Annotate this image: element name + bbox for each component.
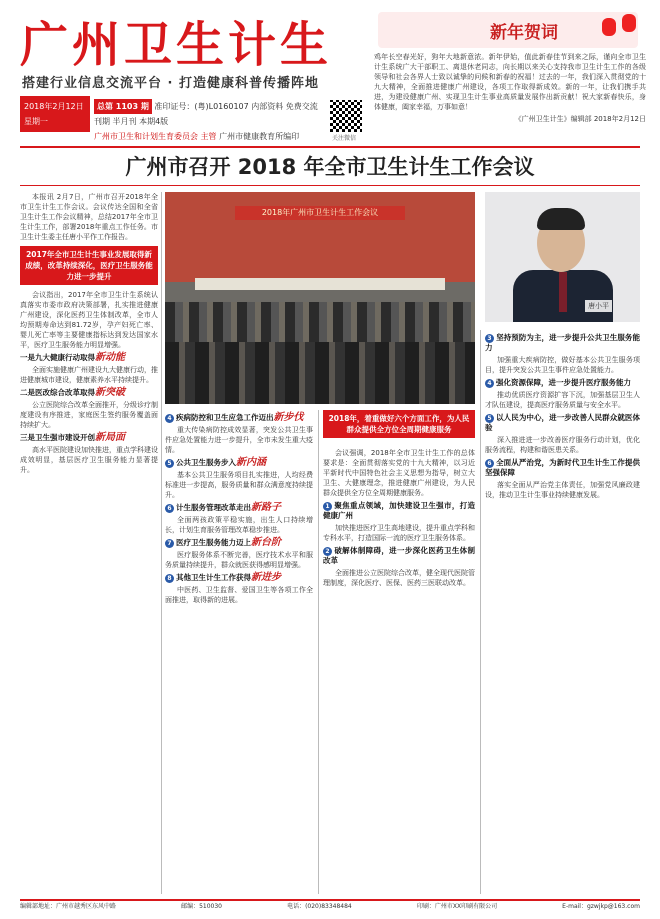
- col1-section-1-title: 一是九大健康行动取得新动能: [20, 352, 125, 363]
- portrait-tie: [559, 272, 567, 312]
- col2-section-8-title: 8 其他卫生计生工作获得新进步: [165, 573, 313, 583]
- sponsor: 广州市卫生和计划生育委员会 主管: [94, 132, 217, 141]
- col2-section-4-text: 重大传染病防控成效显著，突发公共卫生事件应急处置能力进一步提升，全市未发生重大疫情。: [165, 426, 313, 454]
- col4-section-6-text: 落实全面从严治党主体责任，加强党风廉政建设，推动卫生计生事业持续健康发展。: [485, 481, 640, 499]
- col4-section-5-title: 5 以人民为中心，进一步改善人民群众就医体验: [485, 413, 640, 432]
- col4-section-4-text: 推动优质医疗资源扩容下沉，加强基层卫生人才队伍建设，提高医疗服务质量与安全水平。: [485, 391, 640, 409]
- col3-section-1-text: 加快推进医疗卫生高地建设，提升重点学科和专科水平，打造国际一流的医疗卫生服务体系。: [323, 524, 475, 542]
- col1-section-1-text: 全面实施健康广州建设九大健康行动，推进健康城市建设，健康素养水平持续提升。: [20, 366, 158, 384]
- footer-printer: 印刷：广州市XX印刷有限公司: [416, 903, 498, 910]
- col2-section-8-text: 中医药、卫生监督、爱国卫生等各项工作全面推进，取得新的进展。: [165, 586, 313, 604]
- speaker-portrait: [485, 192, 640, 322]
- column-2: [165, 410, 313, 894]
- conference-photo: [165, 192, 475, 404]
- col1-section-3-text: 高水平医院建设加快推进，重点学科建设成效明显，基层医疗卫生服务能力显著提升。: [20, 446, 158, 474]
- col4-section-3-text: 加强重大疾病防控，做好基本公共卫生服务项目，提升突发公共卫生事件应急处置能力。: [485, 356, 640, 374]
- col3-section-1-title: 1 聚焦重点领域，加快建设卫生强市，打造健康广州: [323, 501, 475, 520]
- col4-section-3-title: 3 坚持预防为主，进一步提升公共卫生服务能力: [485, 333, 640, 352]
- licence-number: 准印证号：(粤)L0160107: [154, 102, 249, 111]
- col1-section-2-title: 二是医改综合改革取得新突破: [20, 387, 125, 398]
- stage-banner: 2018年广州市卫生计生工作会议: [235, 206, 405, 220]
- issue-number: 第 3 期: [24, 132, 51, 141]
- lead-paragraph: 本报讯 2月7日，广州市召开2018年全市卫生计生工作会议。会议传达全国和全省卫生计生工作会议精神，总结2017年全市卫生计生工作，部署2018年重点工作任务。市卫生计生委主任唐小平作工作报告。: [20, 193, 158, 241]
- column-divider: [480, 330, 481, 894]
- lantern-icon: [602, 18, 616, 36]
- issue-meta: [94, 96, 326, 141]
- col4-section-4-title: 4 强化资源保障，进一步提升医疗服务能力: [485, 378, 640, 388]
- col2-section-7-title: 7 医疗卫生服务能力迈上新台阶: [165, 538, 313, 548]
- col2-section-6-title: 6 计生服务管理改革走出新路子: [165, 503, 313, 513]
- footer-phone: 电话：(020)83348484: [287, 903, 352, 910]
- col3-boxhead: 2018年，着重做好六个方面工作，为人民群众提供全方位全周期健康服务: [323, 410, 475, 438]
- portrait-hair: [537, 208, 585, 230]
- lantern-icon: [622, 14, 636, 32]
- newspaper-logo: 广州卫生计生: [20, 17, 333, 73]
- qr-code-icon[interactable]: [330, 100, 362, 132]
- col1-section-3-title: 三是卫生强市建设开创新局面: [20, 432, 125, 443]
- qr-code-label: 关注微信: [332, 135, 357, 142]
- headline: 广州市召开 2018 年全市卫生计生工作会议: [125, 155, 535, 179]
- col3-section-2-title: 2 破解体制障碍，进一步深化医药卫生体制改革: [323, 546, 475, 565]
- col1-boxhead: 2017年全市卫生计生事业发展取得新成绩，改革持续深化，医疗卫生服务能力进一步提升: [20, 246, 158, 285]
- portrait-caption: 唐小平: [585, 300, 612, 312]
- greeting-signature: 《广州卫生计生》编辑部 2018年2月12日: [514, 115, 646, 123]
- column-4: [485, 330, 640, 894]
- issue-date-block: [20, 96, 90, 141]
- greeting-title: 新年贺词: [490, 23, 558, 43]
- distribution-note: 内部资料 免费交流: [251, 102, 318, 111]
- footer-address: 编辑部地址：广州市越秀区东风中路: [20, 903, 117, 910]
- footer-email[interactable]: E-mail：gzwjkp@163.com: [562, 903, 640, 910]
- publisher: 广州市健康教育所编印: [219, 132, 300, 141]
- col2-section-5-title: 5 公共卫生服务步入新内涵: [165, 458, 313, 468]
- headline-bar: [20, 146, 640, 186]
- col2-section-5-text: 基本公共卫生服务项目扎实推进，人均经费标准进一步提高，服务质量和群众满意度持续提升。: [165, 471, 313, 499]
- greeting-body: [374, 52, 646, 124]
- col1-section-2-text: 公立医院综合改革全面推开，分级诊疗制度建设有序推进，家庭医生签约服务覆盖面持续扩大。: [20, 401, 158, 429]
- col2-section-4-title: 4 疾病防控和卫生应急工作迈出新步伐: [165, 413, 313, 423]
- issue-date: 2018年2月12日 星期一: [24, 102, 84, 126]
- column-1: [20, 192, 158, 894]
- issue-info-bar: [20, 96, 326, 141]
- col2-section-6-text: 全面两孩政策平稳实施，出生人口持续增长，计划生育服务管理改革稳步推进。: [165, 516, 313, 534]
- masthead: [0, 0, 660, 142]
- column-3: [323, 410, 475, 894]
- col2-section-7-text: 医疗服务体系不断完善，医疗技术水平和服务质量持续提升，群众就医获得感明显增强。: [165, 551, 313, 569]
- frequency-note: 刊期 半月刊 本期4版: [94, 117, 169, 126]
- column-divider: [161, 192, 162, 894]
- issue-total: 总第 1103 期: [94, 99, 152, 114]
- page-footer: [20, 899, 640, 913]
- col3-text: 会议强调，2018年全市卫生计生工作的总体要求是：全面贯彻落实党的十九大精神，以习近平新时代中国特色社会主义思想为指导，树立大卫生、大健康理念，推进健康广州建设，为人民群众提供全方位全周期健康服务。: [323, 449, 475, 497]
- col4-section-6-title: 6 全面从严治党，为新时代卫生计生工作提供坚强保障: [485, 458, 640, 477]
- col1-text: 会议指出，2017年全市卫生计生系统认真落实市委市政府决策部署，扎实推进健康广州建设，深化医药卫生体制改革，全市人均预期寿命达到81.72岁，孕产妇死亡率、婴儿死亡率等主要健康指标达到发达国家水平，医疗卫生服务能力明显增强。: [20, 291, 158, 349]
- slogan: 搭建行业信息交流平台 · 打造健康科普传播阵地: [22, 76, 319, 91]
- col3-section-2-text: 全面推进公立医院综合改革，健全现代医院管理制度，深化医疗、医保、医药三医联动改革。: [323, 569, 475, 587]
- column-divider: [318, 410, 319, 894]
- col1-boxhead-wrap: [20, 246, 158, 286]
- presidium-table: [195, 278, 445, 290]
- audience-front: [165, 342, 475, 404]
- footer-postcode: 邮编：510030: [181, 903, 222, 910]
- col3-boxhead-wrap: [323, 410, 475, 444]
- greeting-text: 鸡年长空春光好，狗年大地新意浓。新年伊始，值此新春佳节到来之际，谨向全市卫生计生系统广大干部职工、离退休老同志，向长期以来关心支持我市卫生计生工作的各级领导和社会各界人士致以诚挚的问候和新春的祝福！过去的一年，我们深入贯彻党的十九大精神，全面推进健康广州建设，各项工作取得新成效。新的一年，让我们携手共进，为建设健康广州、实现卫生计生事业高质量发展作出新贡献！祝大家新春快乐，身体健康，阖家幸福，万事如意！: [374, 53, 646, 111]
- col4-section-5-text: 深入推进进一步改善医疗服务行动计划，优化服务流程，构建和谐医患关系。: [485, 436, 640, 454]
- new-year-greeting: [370, 4, 650, 132]
